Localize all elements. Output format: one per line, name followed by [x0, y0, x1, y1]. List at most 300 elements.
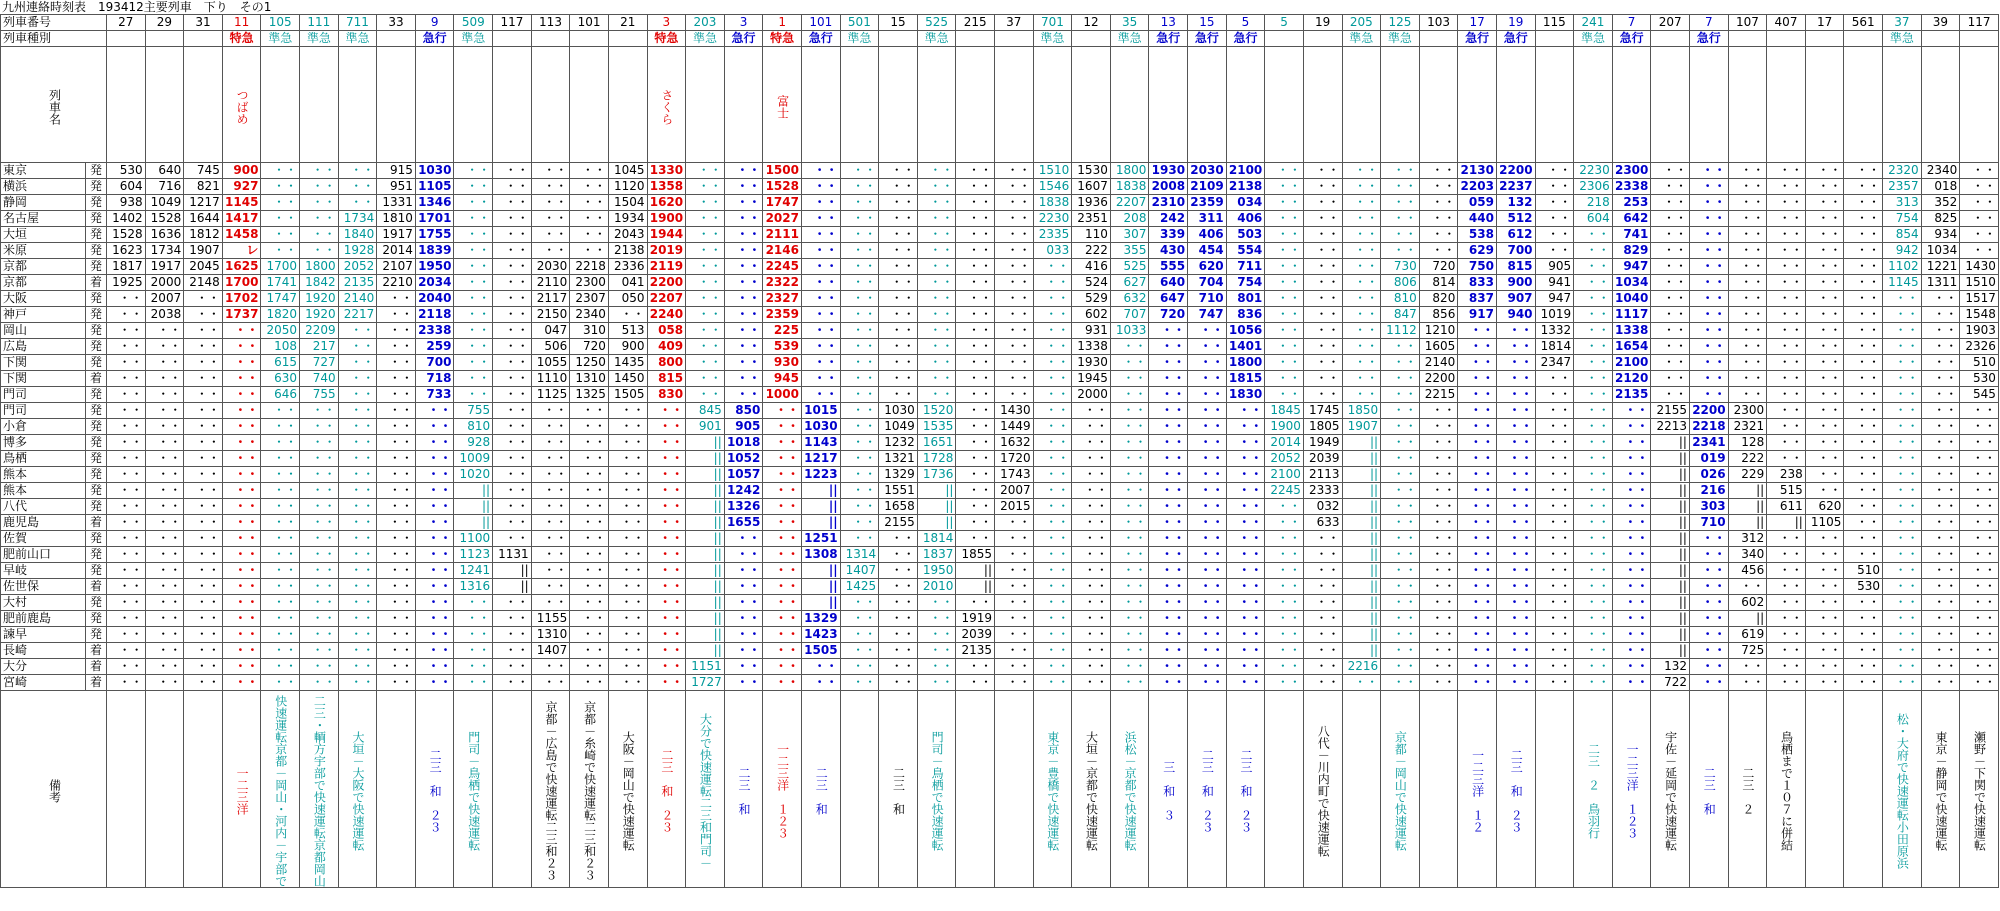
- dep-arr-mark: 発: [86, 227, 107, 243]
- time-cell: 633: [1303, 515, 1342, 531]
- time-cell: ・・: [724, 243, 763, 259]
- time-cell: 1728: [917, 451, 956, 467]
- time-cell: 1504: [608, 195, 647, 211]
- time-cell: ・・: [570, 675, 609, 691]
- time-cell: ・・: [879, 259, 918, 275]
- time-cell: ・・: [1458, 611, 1497, 627]
- time-cell: ・・: [300, 563, 339, 579]
- time-cell: ・・: [801, 659, 840, 675]
- time-cell: ・・: [300, 467, 339, 483]
- station-row: [1, 339, 1999, 355]
- time-cell: ・・: [1419, 195, 1458, 211]
- time-cell: ・・: [1689, 275, 1728, 291]
- time-cell: 2148: [184, 275, 223, 291]
- time-cell: 2307: [570, 291, 609, 307]
- time-cell: ||: [1651, 435, 1690, 451]
- time-cell: ・・: [1033, 451, 1072, 467]
- time-cell: ・・: [1226, 531, 1265, 547]
- train-remark: 二三 和 ２３: [428, 749, 443, 833]
- time-cell: ・・: [1458, 579, 1497, 595]
- time-cell: ・・: [1767, 179, 1806, 195]
- time-cell: 1654: [1612, 339, 1651, 355]
- time-cell: 1925: [107, 275, 146, 291]
- time-cell: ・・: [1033, 323, 1072, 339]
- time-cell: ・・: [1767, 563, 1806, 579]
- time-cell: 1950: [917, 563, 956, 579]
- time-cell: 2000: [145, 275, 184, 291]
- time-cell: ・・: [222, 579, 261, 595]
- time-cell: ・・: [1612, 611, 1651, 627]
- time-cell: ・・: [879, 563, 918, 579]
- time-cell: ・・: [879, 643, 918, 659]
- time-cell: ・・: [1072, 515, 1111, 531]
- time-cell: 242: [1149, 211, 1188, 227]
- time-cell: ・・: [1419, 163, 1458, 179]
- station-row: [1, 595, 1999, 611]
- time-cell: 2050: [261, 323, 300, 339]
- time-cell: ・・: [184, 307, 223, 323]
- time-cell: 845: [686, 403, 725, 419]
- time-cell: 700: [1496, 243, 1535, 259]
- time-cell: 2340: [1921, 163, 1960, 179]
- time-cell: 1145: [1883, 275, 1922, 291]
- time-cell: ・・: [1767, 291, 1806, 307]
- time-cell: 1814: [917, 531, 956, 547]
- time-cell: ・・: [1303, 179, 1342, 195]
- time-cell: ・・: [1188, 563, 1227, 579]
- station-name: 大村: [1, 595, 86, 611]
- time-cell: 1030: [801, 419, 840, 435]
- time-cell: ・・: [956, 211, 995, 227]
- remark-cell: [1303, 691, 1342, 888]
- time-cell: ・・: [338, 675, 377, 691]
- remark-cell: [608, 691, 647, 888]
- time-cell: 2200: [647, 275, 686, 291]
- train-number: 241: [1574, 15, 1613, 31]
- time-cell: 934: [1921, 227, 1960, 243]
- train-remark: 一二三洋 １２３: [775, 743, 790, 839]
- time-cell: ・・: [222, 595, 261, 611]
- time-cell: ・・: [261, 659, 300, 675]
- time-cell: 216: [1689, 483, 1728, 499]
- time-cell: 2320: [1883, 163, 1922, 179]
- time-cell: ・・: [1728, 227, 1767, 243]
- time-cell: ・・: [1574, 419, 1613, 435]
- time-cell: ・・: [1883, 483, 1922, 499]
- time-cell: ・・: [1303, 307, 1342, 323]
- time-cell: 1034: [1921, 243, 1960, 259]
- time-cell: ・・: [1921, 291, 1960, 307]
- time-cell: ・・: [531, 563, 570, 579]
- time-cell: ・・: [1381, 483, 1420, 499]
- station-row: [1, 307, 1999, 323]
- station-name: 名古屋: [1, 211, 86, 227]
- time-cell: ・・: [763, 499, 802, 515]
- time-cell: ・・: [1188, 339, 1227, 355]
- time-cell: ・・: [1265, 659, 1304, 675]
- time-cell: 640: [1149, 275, 1188, 291]
- time-cell: ・・: [995, 531, 1034, 547]
- time-cell: ・・: [377, 627, 416, 643]
- time-cell: ・・: [184, 355, 223, 371]
- time-cell: ・・: [1458, 403, 1497, 419]
- time-cell: ・・: [338, 563, 377, 579]
- time-cell: ・・: [1149, 611, 1188, 627]
- time-cell: ・・: [1883, 499, 1922, 515]
- time-cell: ・・: [879, 611, 918, 627]
- time-cell: ・・: [1419, 483, 1458, 499]
- train-type: 急行: [1496, 31, 1535, 47]
- time-cell: ||: [686, 547, 725, 563]
- time-cell: ・・: [1033, 403, 1072, 419]
- time-cell: 1417: [222, 211, 261, 227]
- time-cell: 2140: [1419, 355, 1458, 371]
- time-cell: ・・: [647, 451, 686, 467]
- time-cell: 530: [1960, 371, 1999, 387]
- time-cell: 2217: [338, 307, 377, 323]
- dep-arr-mark: 発: [86, 211, 107, 227]
- train-number: 115: [1535, 15, 1574, 31]
- time-cell: ・・: [1149, 403, 1188, 419]
- dep-arr-mark: 発: [86, 387, 107, 403]
- time-cell: ・・: [1960, 419, 1999, 435]
- time-cell: ・・: [1110, 547, 1149, 563]
- time-cell: 604: [1574, 211, 1613, 227]
- time-cell: 2237: [1496, 179, 1535, 195]
- time-cell: 1316: [454, 579, 493, 595]
- time-cell: ・・: [724, 179, 763, 195]
- time-cell: ・・: [1805, 579, 1844, 595]
- time-cell: 630: [261, 371, 300, 387]
- time-cell: ・・: [1844, 451, 1883, 467]
- time-cell: ・・: [1844, 195, 1883, 211]
- time-cell: 810: [454, 419, 493, 435]
- time-cell: 1805: [1303, 419, 1342, 435]
- time-cell: ||: [1651, 563, 1690, 579]
- time-cell: ・・: [647, 419, 686, 435]
- time-cell: ・・: [493, 355, 532, 371]
- time-cell: ・・: [1960, 483, 1999, 499]
- time-cell: 1928: [338, 243, 377, 259]
- time-cell: ・・: [1110, 467, 1149, 483]
- train-type: [1651, 31, 1690, 47]
- time-cell: ・・: [1612, 659, 1651, 675]
- time-cell: ・・: [1419, 531, 1458, 547]
- time-cell: 2130: [1458, 163, 1497, 179]
- time-cell: 1251: [801, 531, 840, 547]
- station-row: [1, 627, 1999, 643]
- time-cell: ・・: [1149, 451, 1188, 467]
- train-number: 35: [1110, 15, 1149, 31]
- time-cell: ・・: [222, 451, 261, 467]
- time-cell: ・・: [1033, 275, 1072, 291]
- time-cell: 1217: [801, 451, 840, 467]
- time-cell: 041: [608, 275, 647, 291]
- time-cell: ・・: [1226, 563, 1265, 579]
- time-cell: 1314: [840, 547, 879, 563]
- remark-cell: [1381, 691, 1420, 888]
- time-cell: ・・: [1458, 659, 1497, 675]
- page-title: 九州連絡時刻表 193412主要列車 下り その1: [2, 0, 272, 14]
- time-cell: ・・: [1496, 483, 1535, 499]
- train-number: 3: [647, 15, 686, 31]
- time-cell: 208: [1110, 211, 1149, 227]
- remark-cell: [415, 691, 454, 888]
- train-type: [1419, 31, 1458, 47]
- train-type: 特急: [647, 31, 686, 47]
- time-cell: ・・: [1805, 595, 1844, 611]
- time-cell: ・・: [1805, 659, 1844, 675]
- time-cell: ・・: [300, 531, 339, 547]
- time-cell: ・・: [1535, 179, 1574, 195]
- time-cell: ・・: [184, 467, 223, 483]
- train-remark: 松・大府で快速運転小田原浜: [1895, 713, 1910, 869]
- time-cell: 640: [145, 163, 184, 179]
- time-cell: ・・: [1535, 451, 1574, 467]
- time-cell: ・・: [222, 355, 261, 371]
- time-cell: ・・: [222, 499, 261, 515]
- time-cell: ||: [686, 579, 725, 595]
- time-cell: ・・: [300, 483, 339, 499]
- time-cell: ・・: [531, 451, 570, 467]
- time-cell: 2210: [377, 275, 416, 291]
- time-cell: 2300: [570, 275, 609, 291]
- time-cell: ・・: [801, 371, 840, 387]
- time-cell: ・・: [647, 611, 686, 627]
- time-cell: 515: [1767, 483, 1806, 499]
- time-cell: ・・: [801, 675, 840, 691]
- time-cell: 2100: [1612, 355, 1651, 371]
- station-name: 博多: [1, 435, 86, 451]
- time-cell: ・・: [956, 659, 995, 675]
- time-cell: ・・: [1381, 403, 1420, 419]
- time-cell: 1326: [724, 499, 763, 515]
- time-cell: 2030: [531, 259, 570, 275]
- time-cell: 2135: [338, 275, 377, 291]
- time-cell: ・・: [184, 627, 223, 643]
- time-cell: ・・: [338, 515, 377, 531]
- time-cell: ||: [686, 515, 725, 531]
- train-name-cell: [570, 47, 609, 163]
- remark-cell: [145, 691, 184, 888]
- time-cell: 907: [1496, 291, 1535, 307]
- time-cell: ・・: [145, 355, 184, 371]
- time-cell: ||: [1728, 611, 1767, 627]
- time-cell: ・・: [107, 531, 146, 547]
- time-cell: ・・: [415, 419, 454, 435]
- train-number: 103: [1419, 15, 1458, 31]
- time-cell: ・・: [415, 467, 454, 483]
- remark-cell: [1883, 691, 1922, 888]
- time-cell: ・・: [840, 275, 879, 291]
- time-cell: ・・: [1188, 547, 1227, 563]
- time-cell: 2007: [145, 291, 184, 307]
- train-type: [107, 31, 146, 47]
- time-cell: 2207: [1110, 195, 1149, 211]
- time-cell: ・・: [1419, 611, 1458, 627]
- time-cell: ・・: [724, 275, 763, 291]
- time-cell: ・・: [338, 339, 377, 355]
- time-cell: ・・: [1805, 195, 1844, 211]
- train-number: 117: [493, 15, 532, 31]
- time-cell: ・・: [377, 659, 416, 675]
- time-cell: ・・: [261, 467, 300, 483]
- time-cell: ・・: [1535, 611, 1574, 627]
- time-cell: 947: [1535, 291, 1574, 307]
- time-cell: ・・: [454, 211, 493, 227]
- time-cell: ・・: [415, 451, 454, 467]
- time-cell: ・・: [377, 595, 416, 611]
- time-cell: ・・: [1805, 355, 1844, 371]
- time-cell: ・・: [300, 195, 339, 211]
- time-cell: 1338: [1612, 323, 1651, 339]
- time-cell: ・・: [1805, 323, 1844, 339]
- time-cell: 947: [1612, 259, 1651, 275]
- time-cell: ・・: [1110, 483, 1149, 499]
- time-cell: ・・: [879, 323, 918, 339]
- time-cell: ・・: [724, 227, 763, 243]
- time-cell: ・・: [1226, 483, 1265, 499]
- train-number: 7: [1689, 15, 1728, 31]
- time-cell: ・・: [338, 451, 377, 467]
- time-cell: ・・: [1381, 451, 1420, 467]
- train-remark: 東京－豊橋で快速運転: [1045, 731, 1060, 851]
- time-cell: ||: [686, 563, 725, 579]
- time-cell: ・・: [1689, 643, 1728, 659]
- train-type: 準急: [917, 31, 956, 47]
- time-cell: ・・: [261, 483, 300, 499]
- time-cell: ・・: [879, 355, 918, 371]
- time-cell: 2335: [1033, 227, 1072, 243]
- time-cell: ・・: [840, 531, 879, 547]
- time-cell: ・・: [647, 403, 686, 419]
- station-name: 米原: [1, 243, 86, 259]
- time-cell: ・・: [1844, 435, 1883, 451]
- time-cell: ・・: [1535, 643, 1574, 659]
- time-cell: ・・: [1265, 547, 1304, 563]
- time-cell: ・・: [1188, 499, 1227, 515]
- train-type: 急行: [1612, 31, 1651, 47]
- time-cell: 503: [1226, 227, 1265, 243]
- time-cell: ・・: [801, 355, 840, 371]
- remark-cell: [1342, 691, 1381, 888]
- time-cell: 602: [1072, 307, 1111, 323]
- time-cell: ・・: [222, 419, 261, 435]
- time-cell: ・・: [1110, 355, 1149, 371]
- time-cell: ・・: [686, 387, 725, 403]
- time-cell: ・・: [300, 515, 339, 531]
- dep-arr-mark: 発: [86, 499, 107, 515]
- time-cell: ・・: [1033, 419, 1072, 435]
- time-cell: 510: [1960, 355, 1999, 371]
- time-cell: 905: [1535, 259, 1574, 275]
- time-cell: ・・: [1883, 579, 1922, 595]
- time-cell: ・・: [801, 179, 840, 195]
- time-cell: ・・: [801, 323, 840, 339]
- time-cell: 741: [1612, 227, 1651, 243]
- time-cell: ・・: [570, 531, 609, 547]
- time-cell: ・・: [840, 451, 879, 467]
- time-cell: ・・: [1496, 563, 1535, 579]
- time-cell: ・・: [1844, 211, 1883, 227]
- time-cell: 620: [1188, 259, 1227, 275]
- time-cell: ・・: [570, 643, 609, 659]
- time-cell: ・・: [1496, 499, 1535, 515]
- time-cell: ・・: [879, 627, 918, 643]
- time-cell: ・・: [493, 515, 532, 531]
- time-cell: ・・: [1496, 675, 1535, 691]
- time-cell: ・・: [686, 259, 725, 275]
- time-cell: ・・: [1883, 339, 1922, 355]
- time-cell: ||: [1728, 499, 1767, 515]
- time-cell: ・・: [1805, 307, 1844, 323]
- time-cell: ・・: [1458, 467, 1497, 483]
- train-type: 急行: [1188, 31, 1227, 47]
- time-cell: ・・: [1458, 371, 1497, 387]
- time-cell: ・・: [338, 355, 377, 371]
- station-row: [1, 291, 1999, 307]
- train-remark: 二三 和 ２３: [659, 749, 674, 833]
- time-cell: 1332: [1535, 323, 1574, 339]
- time-cell: 034: [1226, 195, 1265, 211]
- station-name: 熊本: [1, 467, 86, 483]
- time-cell: ・・: [1805, 259, 1844, 275]
- time-cell: 1210: [1419, 323, 1458, 339]
- time-cell: ・・: [454, 675, 493, 691]
- time-cell: 1800: [1226, 355, 1265, 371]
- time-cell: ||: [1651, 627, 1690, 643]
- train-type: [570, 31, 609, 47]
- train-name-cell: [222, 47, 261, 163]
- time-cell: ・・: [1458, 563, 1497, 579]
- time-cell: ・・: [1303, 563, 1342, 579]
- time-cell: ||: [1342, 499, 1381, 515]
- train-remark: 二三 和: [1702, 767, 1717, 815]
- time-cell: ・・: [493, 243, 532, 259]
- time-cell: ・・: [338, 387, 377, 403]
- remark-cell: [1149, 691, 1188, 888]
- time-cell: ・・: [917, 659, 956, 675]
- time-cell: ・・: [995, 291, 1034, 307]
- station-row: [1, 451, 1999, 467]
- time-cell: ・・: [493, 195, 532, 211]
- time-cell: ・・: [184, 563, 223, 579]
- time-cell: ・・: [1805, 387, 1844, 403]
- train-type: [1535, 31, 1574, 47]
- time-cell: ・・: [261, 195, 300, 211]
- time-cell: ・・: [145, 643, 184, 659]
- dep-arr-mark: 発: [86, 547, 107, 563]
- time-cell: ・・: [300, 595, 339, 611]
- time-cell: ・・: [261, 243, 300, 259]
- time-cell: 856: [1419, 307, 1458, 323]
- time-cell: 355: [1110, 243, 1149, 259]
- train-type: [1072, 31, 1111, 47]
- time-cell: ・・: [1960, 611, 1999, 627]
- time-cell: 2155: [1651, 403, 1690, 419]
- time-cell: ・・: [377, 291, 416, 307]
- station-name: 鹿児島: [1, 515, 86, 531]
- time-cell: ・・: [1496, 355, 1535, 371]
- time-cell: ・・: [1689, 355, 1728, 371]
- time-cell: ・・: [995, 339, 1034, 355]
- time-cell: ・・: [995, 243, 1034, 259]
- train-number: 13: [1149, 15, 1188, 31]
- station-name: 静岡: [1, 195, 86, 211]
- time-cell: ・・: [300, 627, 339, 643]
- train-number: 9: [415, 15, 454, 31]
- time-cell: ・・: [493, 451, 532, 467]
